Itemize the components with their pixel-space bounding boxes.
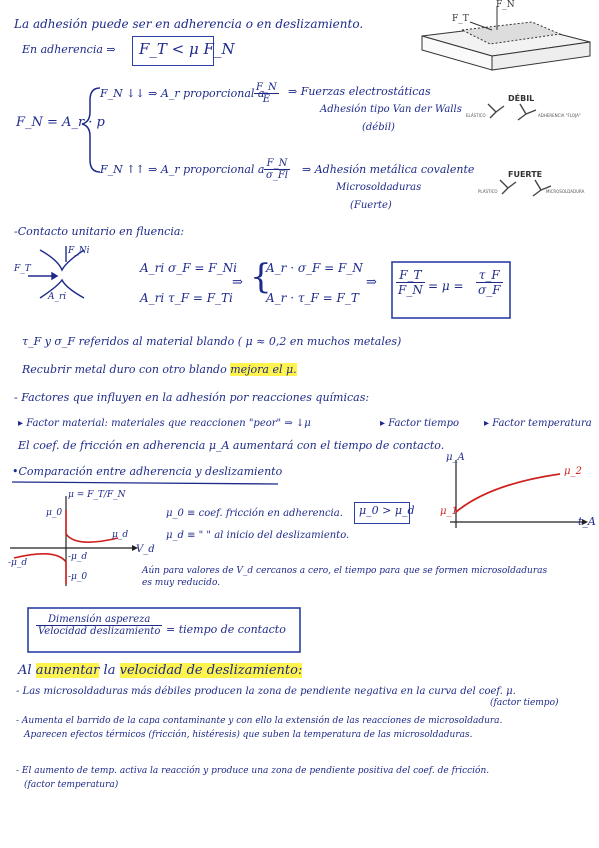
diagram-ft: F_T (14, 264, 31, 274)
box-mid: = μ = (428, 279, 464, 293)
comp-mu0: μ_0 (46, 508, 63, 518)
comp-mud: μ_d (112, 530, 129, 540)
speed-bullet-3b: (factor temperatura) (24, 780, 119, 790)
adherence-formula-box (132, 36, 235, 66)
dimension-fraction (36, 614, 162, 637)
box-frac-2 (476, 268, 503, 297)
system-eq-1: A_r · σ_F = F_N (266, 261, 363, 275)
weak-frac-num: F_N (256, 82, 277, 93)
growth-end-label: μ_2 (564, 466, 582, 477)
speed-bullet-3a: - El aumento de temp. activa la reacción y produce una zona de pendiente positiva del coef. de fricción. (16, 766, 490, 776)
weak-fraction (254, 82, 279, 105)
strong-frac-den: σ_Fl (266, 170, 288, 181)
box-frac-2-den: σ_F (478, 283, 501, 297)
strong-image-left: PLÁSTICO (478, 189, 498, 194)
strong-image-title: FUERTE (508, 170, 543, 179)
adherence-label: En adherencia ⇒ (22, 43, 116, 56)
box-frac-2-num: τ_F (476, 268, 503, 283)
strong-frac-num: F_N (264, 158, 290, 170)
comp-neg-mu0: -μ_0 (68, 572, 88, 582)
contact-heading: -Contacto unitario en fluencia: (14, 225, 185, 238)
speed-bullet-1-note: (factor tiempo) (490, 698, 559, 708)
box-frac-1-num: F_T (396, 268, 425, 283)
weak-result-2: Adhesión tipo Van der Walls (320, 104, 462, 115)
weak-image-left: ELÁSTICO (466, 113, 486, 118)
comp-note-2: es muy reducido. (142, 578, 221, 588)
comp-neg-mud-left: -μ_d (8, 558, 28, 568)
speed-bullet-2b: Aparecen efectos térmicos (fricción, histéresis) que suben la temperatura de las microsoldaduras. (24, 730, 473, 740)
contact-implies: ⇒ (232, 275, 243, 290)
factor-material: ▸ Factor material: materiales que reaccionen "peor" ⇒ ↓μ (18, 418, 311, 429)
comparison-heading: •Comparación entre adherencia y deslizamiento (12, 465, 283, 478)
strong-fraction (264, 158, 290, 181)
note-coating (22, 364, 297, 377)
dimension-num: Dimensión aspereza (36, 614, 162, 626)
comp-neg-mud: -μ_d (68, 552, 88, 562)
comp-def-2: μ_d ≡ " " al inicio del deslizamiento. (166, 530, 350, 541)
diagram-fni: F_Ni (68, 246, 90, 256)
dimension-den: Velocidad deslizamiento (38, 626, 161, 637)
factors-title: - Factores que influyen en la adhesión por reacciones químicas: (14, 391, 370, 404)
contact-eq-2: A_ri τ_F = F_Ti (140, 291, 233, 305)
note-soft-material: τ_F y σ_F referidos al material blando ( μ ≈ 0,2 en muchos metales) (22, 335, 402, 348)
dimension-rhs: = tiempo de contacto (166, 623, 286, 636)
speed-title-b: aumentar (35, 663, 100, 678)
strong-condition: F_N ↑↑ ⇒ A_r proporcional a (100, 163, 265, 176)
growth-x-label: t_A (578, 515, 596, 528)
weak-image-right: ADHERENCIA "FLOJA" (538, 113, 581, 118)
strong-image-right: MICROSOLDADURA (546, 189, 585, 194)
factor-time: ▸ Factor tiempo (380, 418, 460, 429)
weak-condition: F_N ↓↓ ⇒ A_r proporcional a (100, 87, 265, 100)
speed-title (18, 664, 302, 679)
strong-result-2: Microsoldaduras (336, 182, 422, 193)
system-brace: { (250, 257, 272, 297)
note-coating-a: Recubrir metal duro con otro blando (22, 363, 227, 376)
contact-eq-1: A_ri σ_F = F_Ni (140, 261, 237, 275)
box-frac-1-den: F_N (398, 283, 423, 297)
speed-title-a: Al (18, 663, 32, 678)
speed-bullet-1: - Las microsoldaduras más débiles producen la zona de pendiente negativa en la curva del coef. μ. (16, 686, 516, 697)
system-eq-2: A_r · τ_F = F_T (266, 291, 359, 305)
speed-title-c: la (103, 663, 116, 678)
adherence-formula: F_T < μ F_N (139, 40, 235, 58)
weak-result-1: ⇒ Fuerzas electrostáticas (288, 85, 431, 98)
growth-start-label: μ_1 (440, 506, 458, 517)
note-coating-b: mejora el μ. (230, 363, 297, 376)
comparison-underline (12, 482, 278, 484)
strong-result-1: ⇒ Adhesión metálica covalente (302, 163, 475, 176)
comp-note-1: Aún para valores de V_d cercanos a cero, el tiempo para que se formen microsoldaduras (142, 566, 548, 576)
intro-line: La adhesión puede ser en adherencia o en deslizamiento. (14, 17, 364, 31)
comp-ineq-box (354, 502, 415, 524)
block-sketch (422, 6, 590, 70)
growth-y-label: μ_A (446, 452, 465, 463)
comp-def-1: μ_0 ≡ coef. fricción en adherencia. (166, 508, 343, 519)
strong-result-3: (Fuerte) (350, 200, 392, 211)
box-frac-1 (396, 268, 425, 297)
speed-bullet-2a: - Aumenta el barrido de la capa contaminante y con ello la extensión de las reacciones de microsoldadura. (16, 716, 503, 726)
coef-line: El coef. de fricción en adherencia μ_A aumentará con el tiempo de contacto. (18, 439, 445, 452)
comp-plot-xlabel: V_d (136, 544, 155, 555)
block-fn-label: F_N (496, 0, 515, 10)
strong-image (500, 180, 551, 196)
weak-result-3: (débil) (362, 122, 395, 133)
block-ft-label: F_T (452, 14, 469, 24)
diagram-ari: A_ri (48, 292, 67, 302)
factor-temperature: ▸ Factor temperatura (484, 418, 592, 429)
comp-ineq: μ_0 > μ_d (359, 504, 415, 517)
weak-image-title: DÉBIL (508, 94, 535, 103)
comp-plot-ylabel: μ = F_T/F_N (68, 490, 126, 500)
weak-frac-den: E (262, 94, 270, 105)
weak-image (488, 104, 536, 120)
fn-lhs: F_N = A_r · p (16, 115, 105, 130)
speed-title-d: velocidad de deslizamiento: (119, 663, 303, 678)
box-implies: ⇒ (366, 275, 377, 290)
